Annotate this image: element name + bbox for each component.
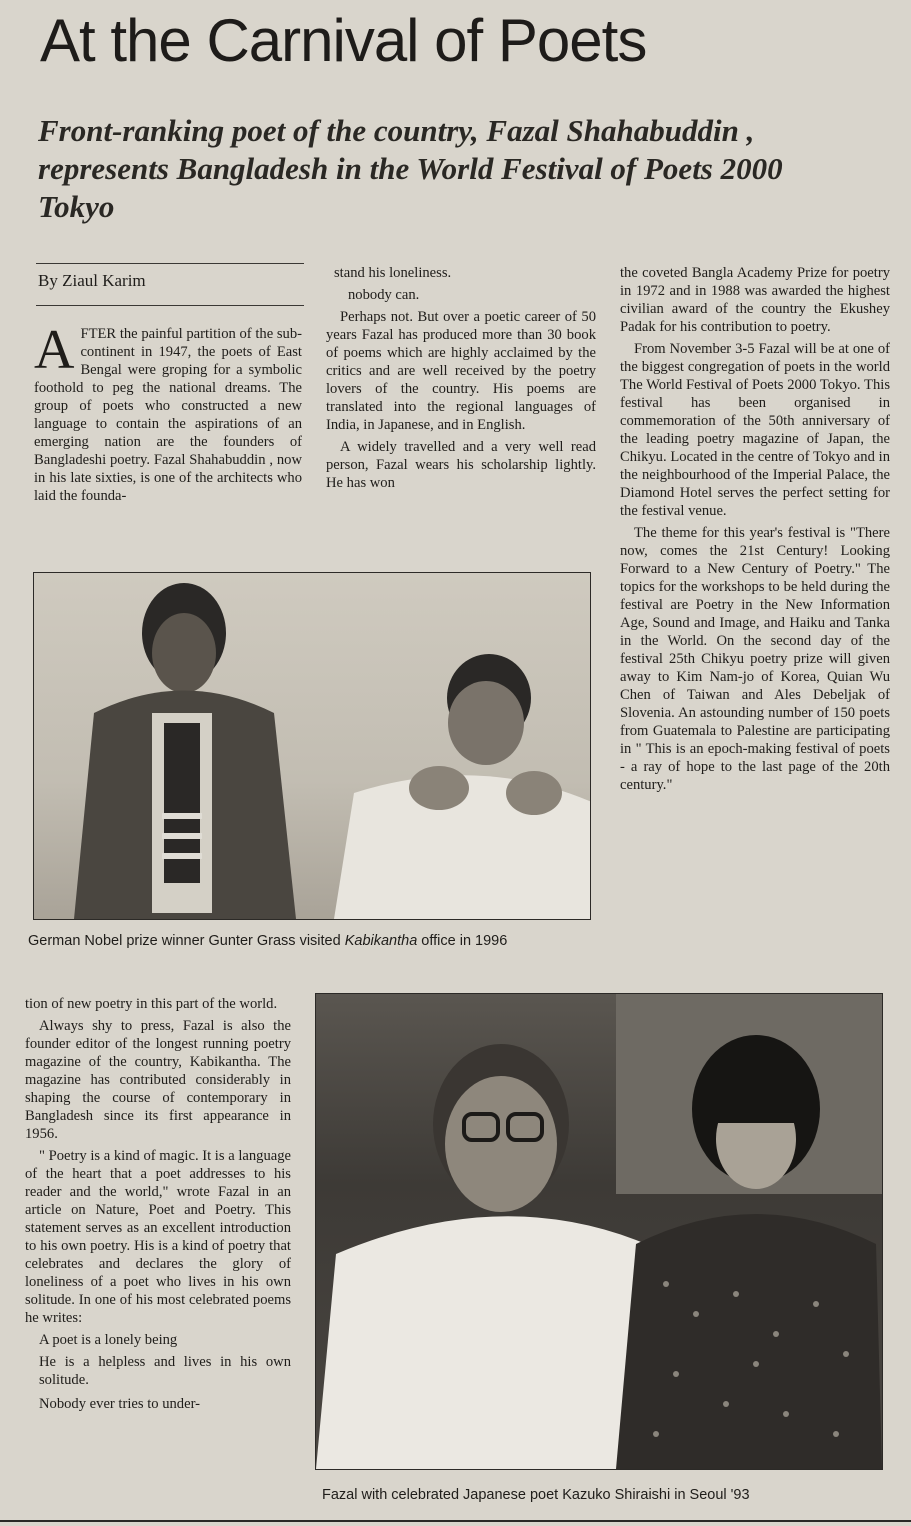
byline: By Ziaul Karim: [38, 271, 146, 290]
col3-paragraph-3: The theme for this year's festival is "There now, comes the 21st Century! Looking Forward to a New Century of Poetry." The topics for the workshops to be held during the festival are Poetry in the New Information Age, Sound and Image, and Haiku and Tanka in the World. On the second day of the festival 25th Chikyu poetry prize will given away to Kim Nam-jo of Korea, Quian Wu Chen of Taiwan and Ales Debeljak of Slovenia. An astounding number of 150 poets from Guatemala to Palestine are participating in " This is an epoch-making festival of poets - a ray of hope to the last page of the 20th century.": [620, 525, 890, 793]
deck-subheadline: Front-ranking poet of the country, Fazal Shahabuddin , represents Bangladesh in the World Festival of Poets 2000 Tokyo: [38, 113, 783, 224]
photo-gunter-grass: [33, 572, 591, 920]
col2-line-2: nobody can.: [348, 287, 420, 303]
photo-kazuko-shiraishi: [315, 993, 883, 1470]
caption-magazine-name: Kabikantha: [344, 933, 418, 949]
photo-kazuko-shiraishi-illustration: [316, 994, 882, 1469]
poem-line-2: He is a helpless and lives in his own solitude.: [39, 1354, 291, 1388]
drop-cap: A: [34, 319, 75, 381]
column-1: [34, 319, 302, 509]
photo-gunter-grass-caption: [28, 932, 588, 951]
column-4: [25, 995, 291, 1417]
caption-text-b: office in 1996: [417, 933, 508, 949]
caption-text-a: German Nobel prize winner Gunter Grass visited: [28, 933, 345, 949]
photo-gunter-grass-illustration: [34, 573, 590, 919]
photo-kazuko-shiraishi-caption: Fazal with celebrated Japanese poet Kazuko Shiraishi in Seoul '93: [322, 1487, 750, 1503]
headline: At the Carnival of Poets: [40, 7, 647, 74]
col4-paragraph-3: " Poetry is a kind of magic. It is a language of the heart that a poet addresses to his reader and the world," wrote Fazal in an article on Nature, Poet and Poetry. This statement serves as an excellent introduction to his own poetry. His is a kind of poetry that celebrates and declares the glory of loneliness of a poet who lives in his own solitude. In one of his most celebrated poems he writes:: [25, 1148, 291, 1326]
poem-line-3: Nobody ever tries to under-: [39, 1396, 201, 1412]
byline-rule-top: [36, 263, 304, 264]
byline-rule-bottom: [36, 305, 304, 306]
column-2: [326, 264, 596, 496]
col2-paragraph-2: A widely travelled and a very well read person, Fazal wears his scholarship lightly. He has won: [326, 439, 596, 491]
col2-line-1: stand his loneliness.: [334, 265, 452, 281]
col2-paragraph-1: Perhaps not. But over a poetic career of 50 years Fazal has produced more than 30 book of poems which are highly acclaimed by the critics and are well received by the poetry lovers of the country. His poems are translated into the regional languages of India, in Japanese, and in English.: [326, 309, 596, 433]
page-bottom-rule: [0, 1520, 911, 1522]
poem-line-1: A poet is a lonely being: [39, 1332, 178, 1348]
col1-paragraph-1: FTER the painful partition of the sub-continent in 1947, the poets of East Bengal were groping for a symbolic foothold to peg the national dreams. The group of poets who constructed a new language to contain the aspirations of an emerging nation are the founders of Bangladeshi poetry. Fazal Shahabuddin , now in his late sixties, is one of the architects who laid the founda-: [34, 326, 302, 504]
column-3: [620, 264, 890, 798]
col3-paragraph-1: the coveted Bangla Academy Prize for poetry in 1972 and in 1988 was awarded the highest civilian award of the country the Ekushey Padak for his contribution to poetry.: [620, 265, 890, 335]
col4-paragraph-2: Always shy to press, Fazal is also the founder editor of the longest running poetry magazine of the country, Kabikantha. The magazine has contributed considerably in shaping the course of contemporary in Bangladesh since its first appearance in 1956.: [25, 1018, 291, 1142]
col3-paragraph-2: From November 3-5 Fazal will be at one of the biggest congregation of poets in the world The World Festival of Poets 2000 Tokyo. This festival has been organised in commemoration of the 50th anniversary of the leading poetry magazine of Japan, the Chikyu. Located in the centre of Tokyo and in the neighbourhood of the Imperial Palace, the Diamond Hotel serves the perfect setting for the festival venue.: [620, 341, 890, 519]
col4-paragraph-1: tion of new poetry in this part of the world.: [25, 996, 278, 1012]
